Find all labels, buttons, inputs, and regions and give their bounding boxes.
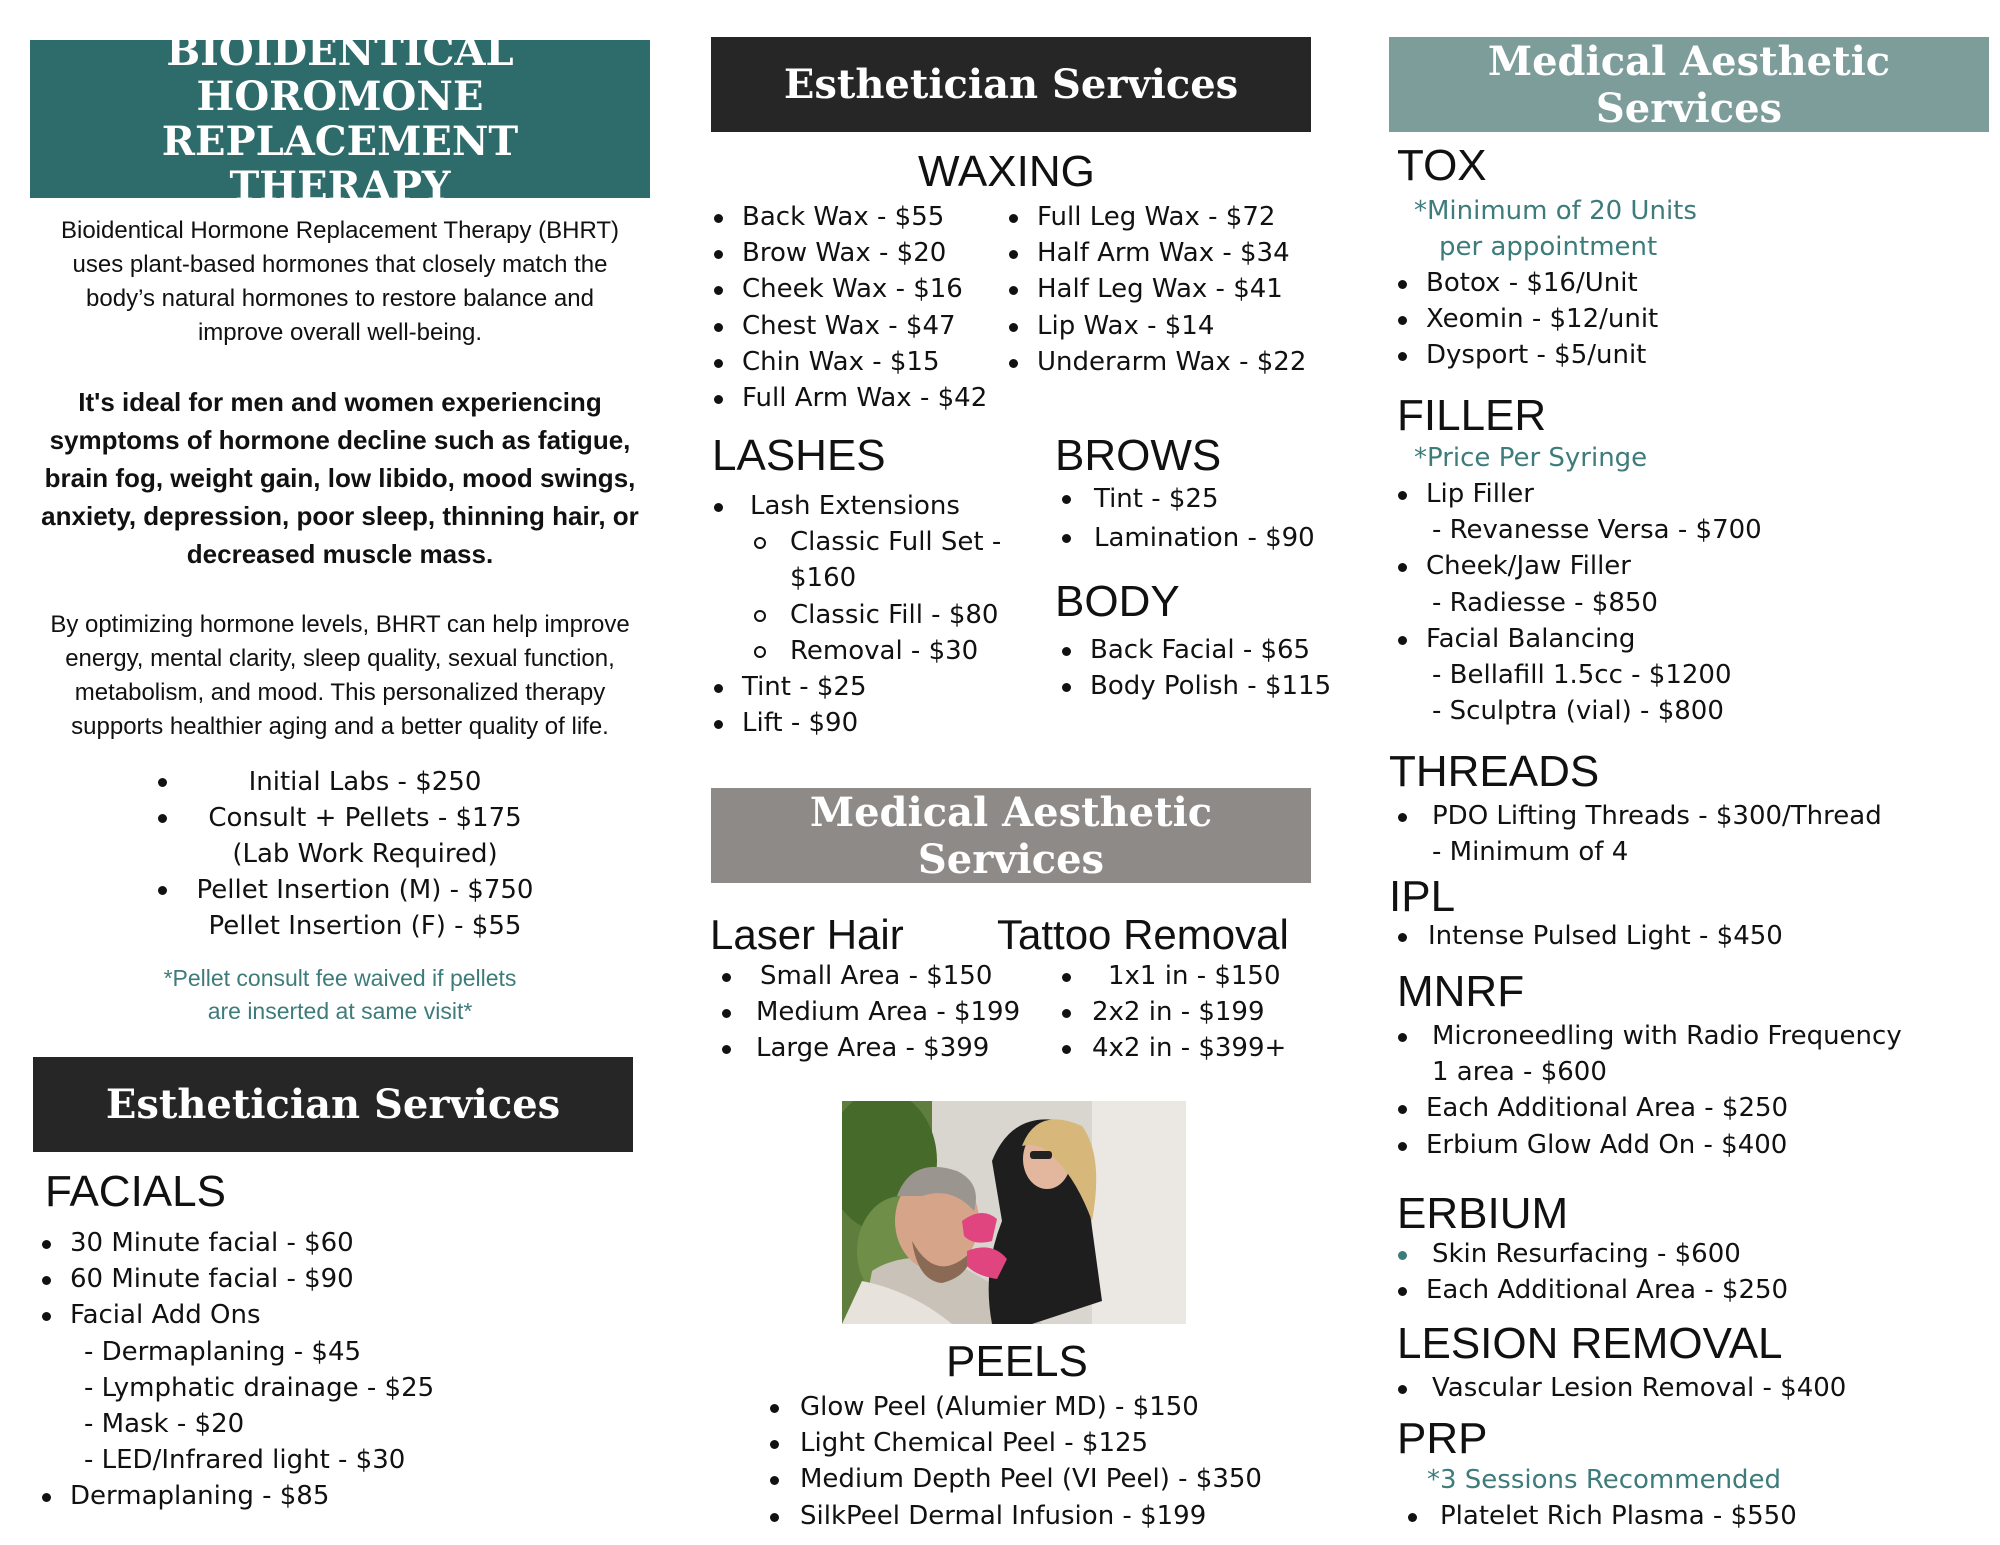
list-item: Classic Full Set - xyxy=(710,524,1001,560)
list-item: - Revanesse Versa - $700 xyxy=(1432,515,1762,546)
bullet-icon xyxy=(158,778,167,787)
list-item: Removal - $30 xyxy=(710,633,1001,669)
sub-item-label: - Lymphatic drainage - $25 xyxy=(84,1372,435,1403)
list-item: $160 xyxy=(790,563,857,594)
list-item: 60 Minute facial - $90 xyxy=(38,1261,434,1297)
pellet-note xyxy=(30,962,650,1028)
tox-note-line2: per appointment xyxy=(1439,232,1658,262)
list-item xyxy=(150,764,580,800)
list-item: Each Additional Area - $250 xyxy=(1394,1090,1902,1126)
list-item: Erbium Glow Add On - $400 xyxy=(1394,1127,1902,1163)
bhrt-ideal-line5: decreased muscle mass. xyxy=(186,539,494,569)
ipl-heading: IPL xyxy=(1389,872,1456,921)
mnrf-heading: MNRF xyxy=(1397,967,1525,1016)
tattoo-removal-list xyxy=(1058,958,1286,1067)
list-item: Facial Balancing xyxy=(1394,621,1762,657)
list-item xyxy=(38,1406,434,1442)
list-item xyxy=(38,1334,434,1370)
list-item: Full Arm Wax - $42 xyxy=(710,380,987,416)
brows-list xyxy=(1058,480,1315,558)
facials-heading: FACIALS xyxy=(45,1167,226,1216)
list-item: Underarm Wax - $22 xyxy=(1005,344,1306,380)
list-item: Classic Fill - $80 xyxy=(710,597,1001,633)
bhrt-intro-line1: Bioidentical Hormone Replacement Therapy (BHRT) xyxy=(60,217,620,244)
pellet-m-price: Pellet Insertion (M) - $750 xyxy=(196,875,534,905)
bhrt-benefits-line4: supports healthier aging and a better quality of life. xyxy=(71,713,609,740)
list-item xyxy=(150,800,580,836)
peels-heading: PEELS xyxy=(946,1337,1088,1386)
list-item: Dermaplaning - $85 xyxy=(38,1478,434,1514)
bhrt-ideal-line4: anxiety, depression, poor sleep, thinning hair, or xyxy=(41,501,639,531)
bhrt-title-line1: BIOIDENTICAL xyxy=(166,28,514,75)
list-item xyxy=(38,1370,434,1406)
bhrt-benefits-line1: By optimizing hormone levels, BHRT can help improve xyxy=(50,611,630,638)
body-list xyxy=(1058,632,1331,704)
pellet-note-line2: are inserted at same visit* xyxy=(207,998,473,1024)
list-item: Chest Wax - $47 xyxy=(710,308,987,344)
list-item: - Bellafill 1.5cc - $1200 xyxy=(1432,660,1732,691)
list-item: Lip Wax - $14 xyxy=(1005,308,1306,344)
list-item: - Sculptra (vial) - $800 xyxy=(1432,696,1724,727)
bhrt-ideal-line3: brain fog, weight gain, low libido, mood swings, xyxy=(44,463,636,493)
sub-item-label: - LED/Infrared light - $30 xyxy=(84,1445,406,1476)
list-item: SilkPeel Dermal Infusion - $199 xyxy=(766,1498,1262,1534)
consult-note: (Lab Work Required) xyxy=(232,839,498,869)
list-item: Lip Filler xyxy=(1394,476,1762,512)
list-item: Dysport - $5/unit xyxy=(1394,337,1658,373)
erbium-list xyxy=(1394,1236,1788,1308)
list-item: Each Additional Area - $250 xyxy=(1394,1272,1788,1308)
list-item: Platelet Rich Plasma - $550 xyxy=(1404,1498,1797,1534)
lash-extensions-label: Lash Extensions xyxy=(750,491,960,521)
bhrt-title-line3: THERAPY xyxy=(229,163,451,210)
list-item: 4x2 in - $399+ xyxy=(1058,1030,1286,1066)
list-item: Lamination - $90 xyxy=(1058,519,1315,558)
mnrf-list xyxy=(1394,1018,1902,1163)
list-item: Lift - $90 xyxy=(710,705,1001,741)
facials-list xyxy=(38,1225,434,1515)
list-item xyxy=(38,1442,434,1478)
esthetician-banner: Esthetician Services xyxy=(711,37,1311,132)
list-item: Intense Pulsed Light - $450 xyxy=(1394,918,1783,954)
filler-heading: FILLER xyxy=(1397,391,1547,440)
ipl-list xyxy=(1394,918,1783,954)
bhrt-benefits-line3: metabolism, and mood. This personalized therapy xyxy=(74,679,606,706)
bhrt-intro-line4: improve overall well-being. xyxy=(197,319,483,346)
waxing-list-right xyxy=(1005,199,1306,380)
bhrt-benefits xyxy=(30,608,650,744)
prp-note: *3 Sessions Recommended xyxy=(1427,1465,1782,1495)
list-item: Xeomin - $12/unit xyxy=(1394,301,1658,337)
list-item: 2x2 in - $199 xyxy=(1058,994,1286,1030)
list-item: Full Leg Wax - $72 xyxy=(1005,199,1306,235)
list-item: Large Area - $399 xyxy=(718,1030,1020,1066)
lashes-list xyxy=(710,488,1001,741)
peels-list xyxy=(766,1389,1262,1534)
list-item: Cheek/Jaw Filler xyxy=(1394,548,1762,584)
bhrt-intro-line2: uses plant-based hormones that closely match the xyxy=(72,251,608,278)
treatment-photo xyxy=(842,1101,1186,1324)
consult-pellets-price: Consult + Pellets - $175 xyxy=(208,803,522,833)
list-item: Light Chemical Peel - $125 xyxy=(766,1425,1262,1461)
bhrt-price-list xyxy=(150,764,580,944)
list-item: Vascular Lesion Removal - $400 xyxy=(1394,1370,1846,1406)
initial-labs-price: Initial Labs - $250 xyxy=(248,767,482,797)
list-item: Body Polish - $115 xyxy=(1058,668,1331,704)
esthetician-banner-left: Esthetician Services xyxy=(33,1057,633,1152)
list-item: - Minimum of 4 xyxy=(1432,837,1629,868)
erbium-heading: ERBIUM xyxy=(1397,1189,1569,1238)
bhrt-intro xyxy=(30,214,650,350)
bhrt-benefits-line2: energy, mental clarity, sleep quality, sexual function, xyxy=(65,645,615,672)
list-item: Medium Area - $199 xyxy=(718,994,1020,1030)
prp-list xyxy=(1404,1498,1797,1534)
pellet-note-line1: *Pellet consult fee waived if pellets xyxy=(163,965,517,991)
tox-note-line1: *Minimum of 20 Units xyxy=(1414,196,1697,226)
sub-item-label: - Dermaplaning - $45 xyxy=(84,1336,362,1367)
list-item: 1x1 in - $150 xyxy=(1058,958,1286,994)
sub-item-label: - Mask - $20 xyxy=(84,1409,245,1440)
medical-aesthetic-banner: Medical Aesthetic Services xyxy=(1389,37,1989,132)
bhrt-ideal-line2: symptoms of hormone decline such as fatigue, xyxy=(49,425,631,455)
lesion-removal-heading: LESION REMOVAL xyxy=(1397,1319,1783,1368)
body-heading: BODY xyxy=(1055,577,1180,626)
list-item: Glow Peel (Alumier MD) - $150 xyxy=(766,1389,1262,1425)
prp-heading: PRP xyxy=(1397,1414,1488,1463)
bhrt-ideal-line1: It's ideal for men and women experiencing xyxy=(78,387,602,417)
brows-heading: BROWS xyxy=(1055,431,1222,480)
tox-list xyxy=(1394,265,1658,374)
list-item: Skin Resurfacing - $600 xyxy=(1394,1236,1788,1272)
list-item: Small Area - $150 xyxy=(718,958,1020,994)
waxing-list-left xyxy=(710,199,987,416)
list-item: 30 Minute facial - $60 xyxy=(38,1225,434,1261)
filler-note: *Price Per Syringe xyxy=(1414,443,1648,473)
list-item xyxy=(150,872,580,908)
list-item: PDO Lifting Threads - $300/Thread xyxy=(1394,798,1882,834)
bullet-icon xyxy=(158,886,167,895)
list-item: Facial Add Ons xyxy=(38,1297,434,1333)
list-item: Tint - $25 xyxy=(710,669,1001,705)
list-item: Half Arm Wax - $34 xyxy=(1005,235,1306,271)
bhrt-banner xyxy=(30,28,650,210)
threads-heading: THREADS xyxy=(1389,747,1600,796)
pellet-f-price: Pellet Insertion (F) - $55 xyxy=(208,911,522,941)
list-item: Cheek Wax - $16 xyxy=(710,271,987,307)
bhrt-ideal xyxy=(30,383,650,573)
bullet-icon xyxy=(158,814,167,823)
list-item: Half Leg Wax - $41 xyxy=(1005,271,1306,307)
list-item: Brow Wax - $20 xyxy=(710,235,987,271)
waxing-heading: WAXING xyxy=(918,147,1095,196)
lesion-removal-list xyxy=(1394,1370,1846,1406)
list-item: Microneedling with Radio Frequency xyxy=(1394,1018,1902,1054)
lashes-heading: LASHES xyxy=(712,431,886,480)
medical-aesthetic-banner-center: Medical Aesthetic Services xyxy=(711,788,1311,883)
list-item: Medium Depth Peel (VI Peel) - $350 xyxy=(766,1461,1262,1497)
list-item: Tint - $25 xyxy=(1058,480,1315,519)
bhrt-intro-line3: body’s natural hormones to restore balance and xyxy=(86,285,594,312)
list-item xyxy=(710,488,1001,524)
list-item: Chin Wax - $15 xyxy=(710,344,987,380)
laser-hair-list xyxy=(718,958,1020,1067)
threads-list xyxy=(1394,798,1882,870)
treatment-photo-illustration xyxy=(842,1101,1186,1324)
filler-list xyxy=(1394,476,1762,729)
bhrt-title-line2: HOROMONE REPLACEMENT xyxy=(161,73,519,165)
laser-hair-heading: Laser Hair xyxy=(710,911,904,958)
list-item: Botox - $16/Unit xyxy=(1394,265,1658,301)
list-item: Back Facial - $65 xyxy=(1058,632,1331,668)
list-item: - Radiesse - $850 xyxy=(1432,587,1658,618)
list-item: 1 area - $600 xyxy=(1432,1057,1607,1088)
tattoo-removal-heading: Tattoo Removal xyxy=(997,911,1289,958)
tox-heading: TOX xyxy=(1397,141,1487,190)
list-item: Back Wax - $55 xyxy=(710,199,987,235)
